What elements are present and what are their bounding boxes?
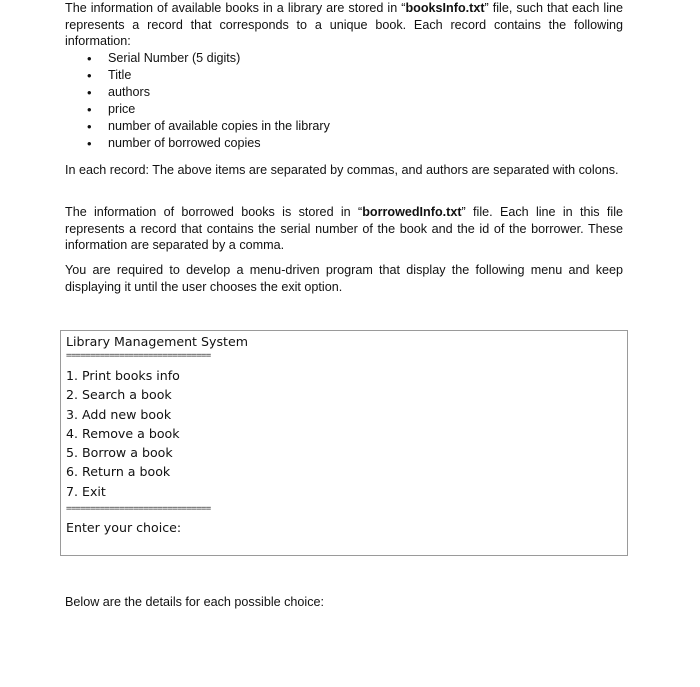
field-label: number of available copies in the library bbox=[108, 119, 330, 133]
list-item bbox=[65, 135, 330, 152]
record-note-paragraph: In each record: The above items are separated by commas, and authors are separated with colons. bbox=[65, 163, 619, 177]
menu-item-add-book: 3. Add new book bbox=[66, 406, 172, 422]
menu-item-remove-book: 4. Remove a book bbox=[66, 425, 180, 441]
menu-separator-top: ============================== bbox=[66, 351, 211, 361]
books-file-name: booksInfo.txt bbox=[405, 1, 485, 15]
list-item bbox=[65, 101, 330, 118]
intro-text-1: The information of available books in a library are stored in “ bbox=[65, 1, 406, 15]
list-item bbox=[65, 84, 330, 101]
intro-text-2: ” file, such that each line represents a record that corresponds to a unique book. Each record contains the following information: bbox=[65, 1, 623, 49]
intro-paragraph bbox=[65, 0, 623, 50]
field-label: number of borrowed copies bbox=[108, 136, 261, 150]
details-intro: Below are the details for each possible choice: bbox=[65, 595, 325, 609]
menu-item-borrow-book: 5. Borrow a book bbox=[66, 445, 173, 461]
list-item bbox=[65, 50, 330, 67]
bullet-icon: • bbox=[87, 136, 92, 151]
record-fields-list bbox=[65, 50, 330, 152]
menu-title: Library Management System bbox=[66, 334, 248, 349]
requirement-paragraph: You are required to develop a menu-driven program that display the following menu and keep displaying it until the user chooses the exit option. bbox=[65, 263, 623, 294]
borrowed-text-2: ” file. Each line in this file represents a record that contains the serial number of the book and the id of the borrower. These information are separated by a comma. bbox=[65, 205, 623, 253]
field-label: Serial Number (5 digits) bbox=[108, 51, 241, 65]
menu-item-return-book: 6. Return a book bbox=[66, 464, 171, 480]
field-label: Title bbox=[108, 68, 132, 82]
bullet-icon: • bbox=[87, 51, 92, 66]
bullet-icon: • bbox=[87, 68, 92, 83]
borrowed-text-1: The information of borrowed books is stored in “ bbox=[65, 205, 363, 219]
menu-prompt: Enter your choice: bbox=[66, 520, 182, 535]
menu-item-print-books: 1. Print books info bbox=[66, 368, 180, 383]
field-label: authors bbox=[108, 85, 151, 99]
bullet-icon: • bbox=[87, 119, 92, 134]
menu-item-search-book: 2. Search a book bbox=[66, 387, 172, 403]
menu-separator-bottom: ============================== bbox=[66, 504, 211, 514]
field-label: price bbox=[108, 102, 136, 116]
list-item bbox=[65, 118, 330, 135]
borrowed-file-name: borrowedInfo.txt bbox=[362, 205, 462, 219]
menu-items-list bbox=[66, 366, 180, 501]
list-item bbox=[65, 67, 330, 84]
borrowed-paragraph bbox=[65, 204, 623, 254]
menu-box bbox=[60, 330, 628, 556]
bullet-icon: • bbox=[87, 102, 92, 117]
menu-item-exit: 7. Exit bbox=[66, 483, 106, 499]
bullet-icon: • bbox=[87, 85, 92, 100]
